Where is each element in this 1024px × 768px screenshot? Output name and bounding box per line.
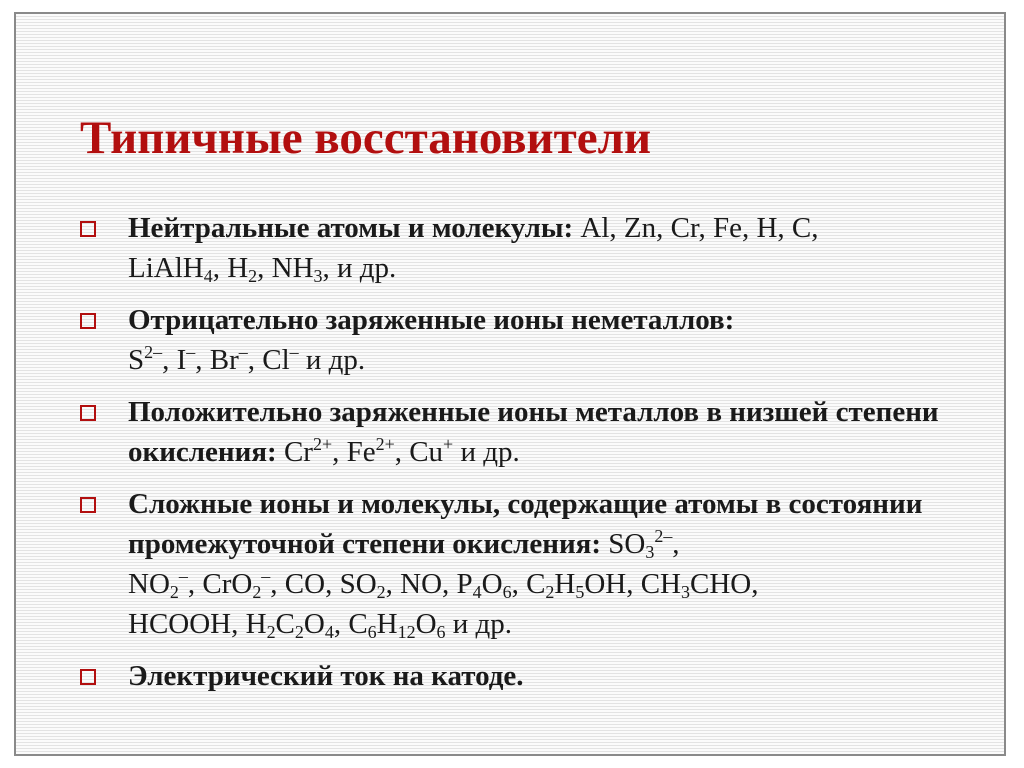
slide xyxy=(14,12,1006,756)
formula-superscript: 2– xyxy=(144,341,163,362)
formula-subscript: 2 xyxy=(252,582,262,603)
formula-subscript: 12 xyxy=(397,622,416,643)
formula-subscript: 4 xyxy=(472,582,482,603)
formula-subscript: 3 xyxy=(313,266,323,287)
formula-superscript: 2+ xyxy=(312,433,333,454)
hollow-square-bullet-icon xyxy=(80,221,96,237)
formula-superscript: – xyxy=(289,341,299,362)
formula-superscript: – xyxy=(261,565,271,586)
formula-superscript: – xyxy=(186,341,196,362)
item-lead: Положительно заряженные ионы металлов в низшей степени окисления: xyxy=(128,396,939,468)
formula-subscript: 2 xyxy=(545,582,555,603)
item-formula: $SO_3^{2-}$, $NO_2^-$, CrO$_2$–, CO, $SO_2$, NO, $P_4O_6$, $C_2H_5OH$, $CH_3CHO$, HCOOH, $H_2C_2O_4$, $C_6H_{12}O_6$ и др. xyxy=(128,525,759,643)
formula-subscript: 5 xyxy=(575,582,585,603)
formula-superscript: – xyxy=(238,341,248,362)
formula-subscript: 4 xyxy=(203,266,213,287)
formula-subscript: 3 xyxy=(681,582,690,603)
formula-superscript: 2+ xyxy=(375,433,395,454)
formula-superscript: 2– xyxy=(654,525,673,546)
item-formula: Al, Zn, Cr, Fe, H, C, LiAlH$_4$, $H_2$, $NH_3$, и др. xyxy=(128,212,819,287)
list-item xyxy=(80,484,980,644)
hollow-square-bullet-icon xyxy=(80,405,96,421)
formula-subscript: 2 xyxy=(248,266,258,287)
formula-subscript: 6 xyxy=(436,622,446,643)
hollow-square-bullet-icon xyxy=(80,669,96,685)
list-item xyxy=(80,300,980,380)
bullet-list xyxy=(80,208,980,696)
formula-subscript: 6 xyxy=(367,622,377,643)
formula-subscript: 2 xyxy=(169,582,179,603)
formula-subscript: 6 xyxy=(502,582,512,603)
formula-subscript: 3 xyxy=(645,542,655,563)
formula-superscript: – xyxy=(178,565,188,586)
item-lead: Сложные ионы и молекулы, содержащие атомы в состоянии промежуточной степени окисления: xyxy=(128,488,923,560)
item-formula: $Cr^{2+}$, $Fe^{2+}$, Cu+ и др. xyxy=(276,433,520,468)
list-item xyxy=(80,392,980,472)
formula-subscript: 2 xyxy=(294,622,304,643)
formula-superscript: + xyxy=(443,433,454,454)
item-lead: Нейтральные атомы и молекулы: xyxy=(128,212,574,244)
formula-subscript: 2 xyxy=(266,622,276,643)
hollow-square-bullet-icon xyxy=(80,313,96,329)
list-item xyxy=(80,208,980,288)
item-lead: Электрический ток на катоде. xyxy=(128,660,524,692)
item-lead: Отрицательно заряженные ионы неметаллов: xyxy=(128,304,735,336)
formula-subscript: 4 xyxy=(324,622,334,643)
item-formula: $S^{2-}$, I–, Br–, Cl– и др. xyxy=(128,341,366,376)
slide-title: Типичные восстановители xyxy=(80,112,652,164)
list-item xyxy=(80,656,980,696)
formula-subscript: 2 xyxy=(376,582,386,603)
hollow-square-bullet-icon xyxy=(80,497,96,513)
